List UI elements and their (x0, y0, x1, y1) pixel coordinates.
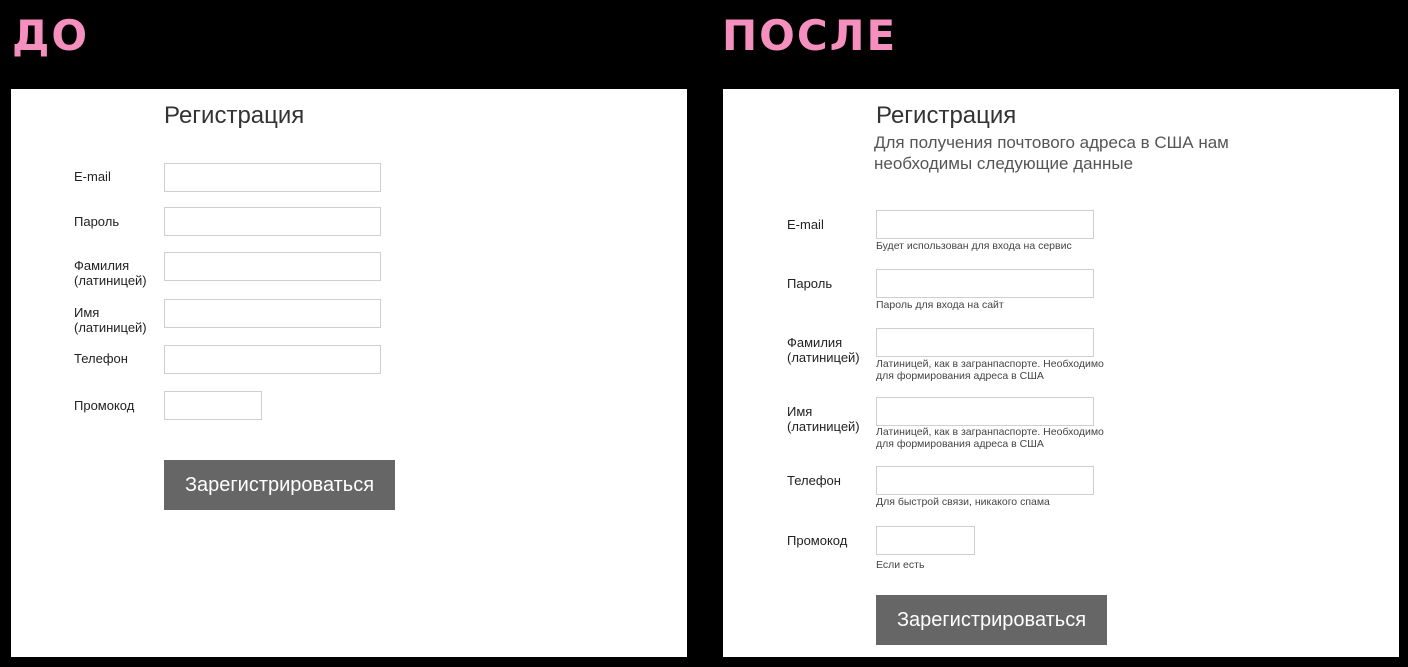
name-input[interactable] (164, 299, 381, 328)
phone-hint: Для быстрой связи, никакого спама (876, 496, 1050, 508)
before-registration-form (11, 89, 687, 657)
email-input[interactable] (876, 210, 1094, 239)
surname-input[interactable] (876, 328, 1094, 357)
phone-input[interactable] (876, 466, 1094, 495)
password-input[interactable] (876, 269, 1094, 298)
email-hint: Будет использован для входа на сервис (876, 240, 1072, 252)
register-button[interactable]: Зарегистрироваться (876, 595, 1107, 645)
password-label: Пароль (787, 276, 833, 291)
form-title: Регистрация (164, 102, 305, 129)
phone-label: Телефон (787, 473, 841, 488)
surname-input[interactable] (164, 252, 381, 281)
after-registration-form (723, 89, 1399, 657)
promo-label: Промокод (787, 533, 848, 548)
email-label: E-mail (787, 217, 824, 232)
surname-label: Фамилия (латиницей) (787, 335, 860, 365)
promo-label: Промокод (74, 398, 135, 413)
phone-input[interactable] (164, 345, 381, 374)
password-input[interactable] (164, 207, 381, 236)
promo-input[interactable] (164, 391, 262, 420)
name-label: Имя (латиницей) (787, 404, 860, 434)
after-tag: ПОСЛЕ (722, 11, 898, 60)
name-input[interactable] (876, 397, 1094, 426)
register-button[interactable]: Зарегистрироваться (164, 460, 395, 510)
surname-hint: Латиницей, как в загранпаспорте. Необходимо для формирования адреса в США (876, 358, 1104, 382)
promo-input[interactable] (876, 526, 975, 555)
surname-label: Фамилия (латиницей) (74, 258, 147, 288)
email-label: E-mail (74, 169, 111, 184)
promo-hint: Если есть (876, 559, 925, 571)
form-title: Регистрация (876, 102, 1017, 129)
password-label: Пароль (74, 214, 120, 229)
form-subtitle: Для получения почтового адреса в США нам необходимы следующие данные (874, 133, 1229, 173)
name-hint: Латиницей, как в загранпаспорте. Необходимо для формирования адреса в США (876, 426, 1104, 450)
phone-label: Телефон (74, 351, 128, 366)
before-tag: ДО (12, 11, 90, 60)
email-input[interactable] (164, 163, 381, 192)
password-hint: Пароль для входа на сайт (876, 299, 1004, 311)
name-label: Имя (латиницей) (74, 305, 147, 335)
